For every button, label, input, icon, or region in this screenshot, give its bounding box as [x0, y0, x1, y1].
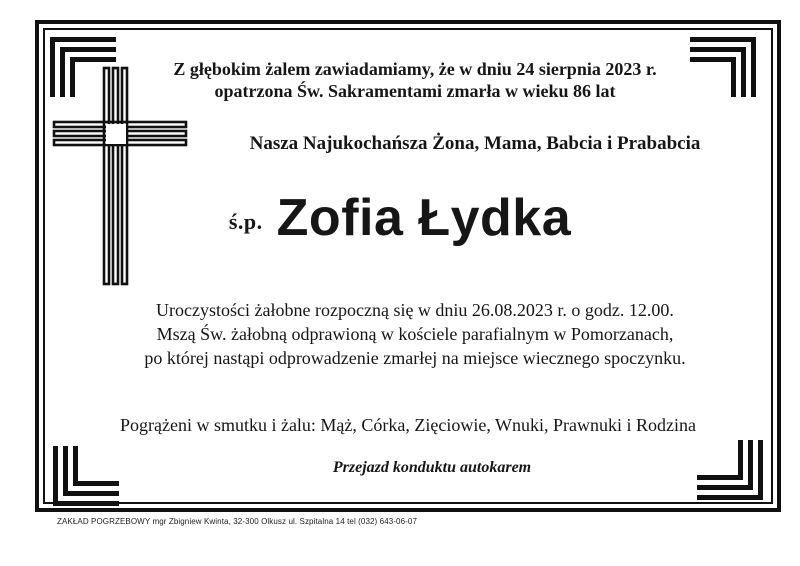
name-prefix: ś.p. [228, 209, 263, 234]
announcement-intro [15, 58, 800, 102]
relation-subtitle: Nasza Najukochańsza Żona, Mama, Babcia i Prababcia [249, 133, 701, 154]
intro-line-2: opatrzona Św. Sakramentami zmarła w wieku 86 lat [214, 81, 616, 101]
funeral-home-footer: ZAKŁAD POGRZEBOWY mgr Zbigniew Kwinta, 32-300 Olkusz ul. Szpitalna 14 tel (032) 643-06-07 [57, 517, 418, 526]
mourners-line: Pogrążeni w smutku i żalu: Mąż, Córka, Zięciowie, Wnuki, Prawnuki i Rodzina [119, 415, 697, 435]
transport-note: Przejazd konduktu autokarem [332, 459, 532, 476]
details-line-1: Uroczystości żałobne rozpoczną się w dniu 26.08.2023 r. o godz. 12.00. [156, 300, 674, 320]
funeral-details [15, 298, 800, 370]
deceased-name: Zofia Łydka [276, 189, 572, 247]
intro-line-1: Z głębokim żalem zawiadamiamy, że w dniu 24 sierpnia 2023 r. [173, 59, 657, 79]
deceased-name-row [0, 188, 800, 248]
details-line-3: po której nastąpi odprowadzenie zmarłej na miejsce wiecznego spoczynku. [144, 348, 686, 368]
details-line-2: Mszą Św. żałobną odprawioną w kościele parafialnym w Pomorzanach, [156, 324, 674, 344]
